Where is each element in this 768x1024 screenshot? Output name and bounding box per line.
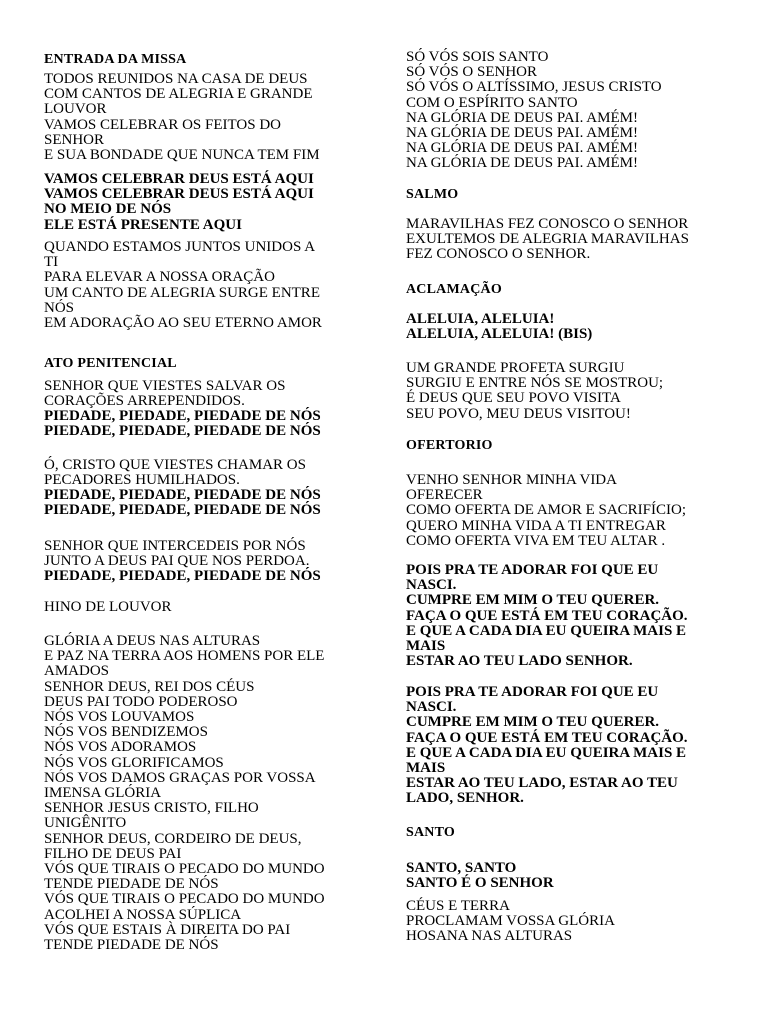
lyric-line: HOSANA NAS ALTURAS <box>406 928 573 945</box>
lyric-line: CÉUS E TERRA <box>406 898 510 914</box>
lyric-line: VAMOS CELEBRAR DEUS ESTÁ AQUI <box>44 171 314 187</box>
lyric-line: PIEDADE, PIEDADE, PIEDADE DE NÓS <box>44 423 321 440</box>
ato-verse-2 <box>44 458 360 488</box>
lyric-line: NÓS VOS ADORAMOS <box>44 739 197 756</box>
lyric-line: NA GLÓRIA DE DEUS PAI. AMÉM! <box>406 140 638 157</box>
lyric-line: UNIGÊNITO <box>44 815 127 832</box>
lyric-line: VÓS QUE ESTAIS À DIREITA DO PAI <box>44 921 291 938</box>
lyric-line: PROCLAMAM VOSSA GLÓRIA <box>406 913 615 930</box>
ato-verse-1 <box>44 379 360 409</box>
entrada-verse-2 <box>44 240 360 331</box>
lyric-line: E QUE A CADA DIA EU QUEIRA MAIS E <box>406 622 687 639</box>
lyric-line: JUNTO A DEUS PAI QUE NOS PERDOA. <box>44 553 310 570</box>
ofertorio-refrain-2 <box>406 685 736 807</box>
lyric-line: MAIS <box>406 638 446 655</box>
lyric-line: ESTAR AO TEU LADO SENHOR. <box>406 653 633 670</box>
lyric-line: TI <box>44 254 59 271</box>
gloria-continuation <box>406 50 736 172</box>
lyric-line: SANTO É O SENHOR <box>406 875 554 892</box>
lyric-line: FAÇA O QUE ESTÁ EM TEU CORAÇÃO. <box>406 607 688 624</box>
lyric-line: E PAZ NA TERRA AOS HOMENS POR ELE <box>44 648 325 665</box>
lyric-line: SENHOR QUE VIESTES SALVAR OS <box>44 378 286 394</box>
lyric-line: VÓS QUE TIRAIS O PECADO DO MUNDO <box>44 891 325 908</box>
lyric-line: PARA ELEVAR A NOSSA ORAÇÃO <box>44 269 275 286</box>
ato-penitencial-heading: ATO PENITENCIAL <box>44 356 177 371</box>
lyric-line: NO MEIO DE NÓS <box>44 201 172 218</box>
lyric-line: NA GLÓRIA DE DEUS PAI. AMÉM! <box>406 155 638 172</box>
lyric-line: QUERO MINHA VIDA A TI ENTREGAR <box>406 517 666 534</box>
lyric-line: PECADORES HUMILHADOS. <box>44 472 240 489</box>
lyric-line: ALELUIA, ALELUIA! <box>406 311 555 327</box>
lyric-line: UM GRANDE PROFETA SURGIU <box>406 360 625 376</box>
lyric-line: FEZ CONOSCO O SENHOR. <box>406 246 591 263</box>
lyric-line: SANTO, SANTO <box>406 860 517 876</box>
lyric-line: MAIS <box>406 760 446 777</box>
lyric-line: VENHO SENHOR MINHA VIDA <box>406 472 617 488</box>
entrada-refrain <box>44 172 360 233</box>
lyric-line: SURGIU E ENTRE NÓS SE MOSTROU; <box>406 375 664 392</box>
lyric-line: LOUVOR <box>44 101 107 118</box>
lyric-line: EXULTEMOS DE ALEGRIA MARAVILHAS <box>406 231 689 248</box>
santo-refrain <box>406 861 736 891</box>
santo-heading: SANTO <box>406 825 455 840</box>
lyric-line: NÓS VOS LOUVAMOS <box>44 709 195 726</box>
ato-refrain-3 <box>44 569 360 584</box>
lyric-line: SÓ VÓS O ALTÍSSIMO, JESUS CRISTO <box>406 79 662 96</box>
salmo-heading: SALMO <box>406 187 459 202</box>
lyric-line: NÓS VOS GLORIFICAMOS <box>44 754 224 771</box>
lyric-line: COMO OFERTA DE AMOR E SACRIFÍCIO; <box>406 502 687 519</box>
lyric-line: LADO, SENHOR. <box>406 790 524 807</box>
ato-refrain-1 <box>44 409 360 439</box>
lyric-line: SENHOR QUE INTERCEDEIS POR NÓS <box>44 538 306 554</box>
lyric-line: COM O ESPÍRITO SANTO <box>406 94 578 111</box>
aclamacao-verse <box>406 361 736 422</box>
ato-verse-3 <box>44 539 360 569</box>
lyric-line: NÓS VOS BENDIZEMOS <box>44 724 208 741</box>
lyric-line: CUMPRE EM MIM O TEU QUERER. <box>406 714 660 731</box>
lyric-line: SENHOR <box>44 131 105 148</box>
aclamacao-heading: ACLAMAÇÃO <box>406 282 502 297</box>
ofertorio-verse <box>406 473 736 549</box>
lyric-line: PIEDADE, PIEDADE, PIEDADE DE NÓS <box>44 502 321 519</box>
lyric-line: SÓ VÓS SOIS SANTO <box>406 49 549 65</box>
lyric-line: PIEDADE, PIEDADE, PIEDADE DE NÓS <box>44 568 321 584</box>
lyric-line: NA GLÓRIA DE DEUS PAI. AMÉM! <box>406 125 638 142</box>
lyric-line: COM CANTOS DE ALEGRIA E GRANDE <box>44 86 313 103</box>
lyric-line: COMO OFERTA VIVA EM TEU ALTAR . <box>406 532 666 549</box>
santo-verse <box>406 899 736 945</box>
lyric-line: EM ADORAÇÃO AO SEU ETERNO AMOR <box>44 315 322 332</box>
lyric-line: NÓS VOS DAMOS GRAÇAS POR VOSSA <box>44 769 316 786</box>
lyric-line: NASCI. <box>406 577 457 594</box>
lyric-line: MARAVILHAS FEZ CONOSCO O SENHOR <box>406 216 689 232</box>
lyric-line: ALELUIA, ALELUIA! (BIS) <box>406 326 593 343</box>
lyric-line: UM CANTO DE ALEGRIA SURGE ENTRE <box>44 284 320 301</box>
lyric-line: PIEDADE, PIEDADE, PIEDADE DE NÓS <box>44 487 321 503</box>
lyric-line: POIS PRA TE ADORAR FOI QUE EU <box>406 562 659 578</box>
lyric-line: CORAÇÕES ARREPENDIDOS. <box>44 393 245 410</box>
lyric-line: ELE ESTÁ PRESENTE AQUI <box>44 216 242 233</box>
hino-lyrics <box>44 634 360 953</box>
lyric-line: CUMPRE EM MIM O TEU QUERER. <box>406 592 660 609</box>
lyric-line: SEU POVO, MEU DEUS VISITOU! <box>406 405 631 422</box>
lyric-line: POIS PRA TE ADORAR FOI QUE EU <box>406 684 659 700</box>
lyric-line: TENDE PIEDADE DE NÓS <box>44 876 219 893</box>
lyric-line: SENHOR DEUS, REI DOS CÉUS <box>44 678 255 695</box>
lyric-line: OFERECER <box>406 487 483 504</box>
lyric-line: Ó, CRISTO QUE VIESTES CHAMAR OS <box>44 457 306 473</box>
lyric-line: AMADOS <box>44 663 110 680</box>
aclamacao-refrain <box>406 312 736 342</box>
hino-heading: HINO DE LOUVOR <box>44 599 172 615</box>
lyric-line: E SUA BONDADE QUE NUNCA TEM FIM <box>44 147 320 164</box>
lyric-line: NA GLÓRIA DE DEUS PAI. AMÉM! <box>406 109 638 126</box>
lyric-line: GLÓRIA A DEUS NAS ALTURAS <box>44 633 261 649</box>
lyric-line: ESTAR AO TEU LADO, ESTAR AO TEU <box>406 775 678 792</box>
ofertorio-heading: OFERTORIO <box>406 438 493 453</box>
lyric-line: PIEDADE, PIEDADE, PIEDADE DE NÓS <box>44 408 321 424</box>
lyric-line: IMENSA GLÓRIA <box>44 785 162 802</box>
lyric-line: VAMOS CELEBRAR DEUS ESTÁ AQUI <box>44 186 314 203</box>
entrada-heading: ENTRADA DA MISSA <box>44 52 187 67</box>
lyric-line: QUANDO ESTAMOS JUNTOS UNIDOS A <box>44 239 316 255</box>
lyric-line: TENDE PIEDADE DE NÓS <box>44 937 219 954</box>
lyric-line: NASCI. <box>406 699 457 716</box>
lyric-line: SÓ VÓS O SENHOR <box>406 64 538 81</box>
lyric-line: DEUS PAI TODO PODEROSO <box>44 693 238 710</box>
lyric-line: FAÇA O QUE ESTÁ EM TEU CORAÇÃO. <box>406 729 688 746</box>
entrada-verse-1 <box>44 72 360 163</box>
salmo-lyrics <box>406 217 736 263</box>
lyric-line: É DEUS QUE SEU POVO VISITA <box>406 390 621 407</box>
lyric-line: FILHO DE DEUS PAI <box>44 845 182 862</box>
ofertorio-refrain-1 <box>406 563 736 669</box>
lyric-line: VAMOS CELEBRAR OS FEITOS DO <box>44 116 281 133</box>
lyric-line: SENHOR JESUS CRISTO, FILHO <box>44 800 259 817</box>
lyric-line: SENHOR DEUS, CORDEIRO DE DEUS, <box>44 830 302 847</box>
ato-refrain-2 <box>44 488 360 518</box>
lyric-line: ACOLHEI A NOSSA SÚPLICA <box>44 906 242 923</box>
lyric-line: TODOS REUNIDOS NA CASA DE DEUS <box>44 71 308 87</box>
lyric-line: NÓS <box>44 299 75 316</box>
lyric-line: E QUE A CADA DIA EU QUEIRA MAIS E <box>406 744 687 761</box>
lyric-line: VÓS QUE TIRAIS O PECADO DO MUNDO <box>44 861 325 878</box>
